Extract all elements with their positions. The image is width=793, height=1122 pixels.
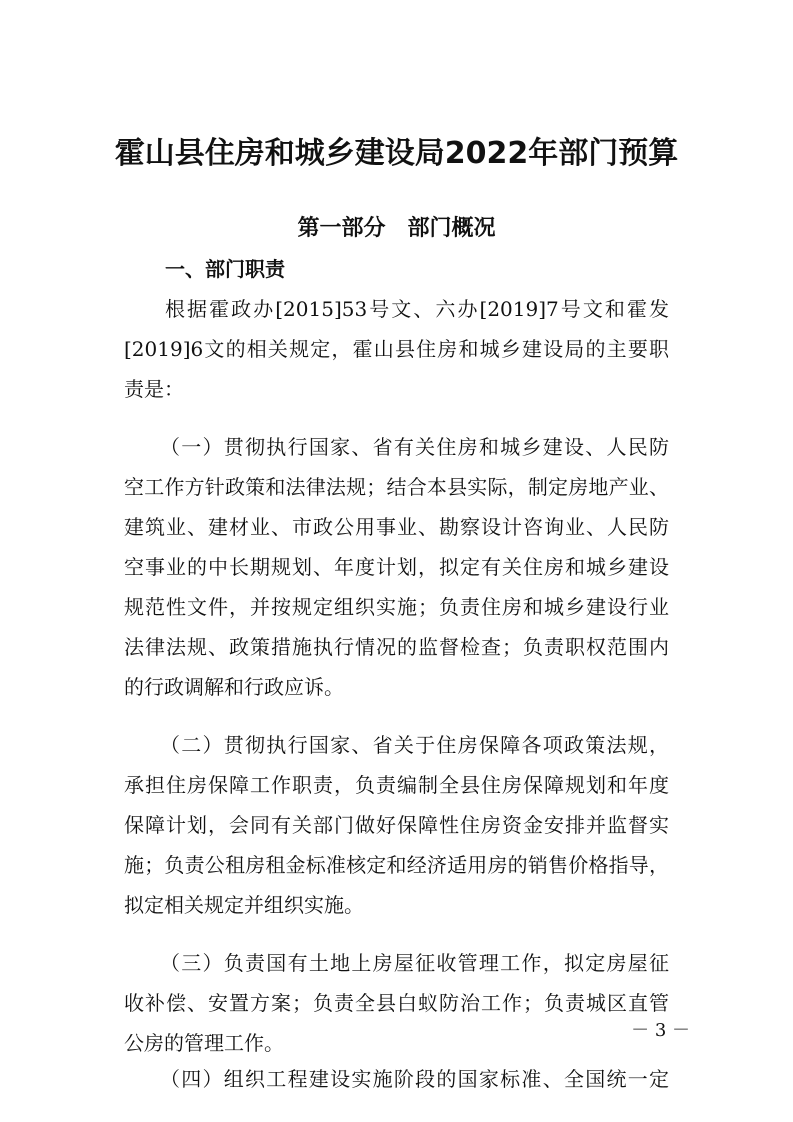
paragraph-line: 法律法规、政策措施执行情况的监督检查；负责职权范围内: [124, 635, 669, 659]
page-number: － 3 －: [631, 1020, 690, 1041]
part-title: 第一部分 部门概况: [297, 216, 496, 241]
paragraph-line: （三）负责国有土地上房屋征收管理工作，拟定房屋征: [160, 951, 669, 975]
paragraph-line: 施；负责公租房租金标准核定和经济适用房的销售价格指导，: [124, 853, 669, 877]
paragraph-line: （四）组织工程建设实施阶段的国家标准、全国统一定: [160, 1067, 669, 1091]
paragraph-line: 收补偿、安置方案；负责全县白蚁防治工作；负责城区直管: [124, 991, 669, 1015]
paragraph-line: 保障计划，会同有关部门做好保障性住房资金安排并监督实: [124, 813, 669, 837]
paragraph-line: 的行政调解和行政应诉。: [124, 675, 344, 699]
paragraph-line: 空工作方针政策和法律法规；结合本县实际，制定房地产业、: [124, 475, 669, 499]
paragraph-line: 公房的管理工作。: [124, 1031, 284, 1055]
paragraph-line: （二）贯彻执行国家、省关于住房保障各项政策法规，: [160, 733, 669, 757]
paragraph-line: [2019]6文的相关规定，霍山县住房和城乡建设局的主要职: [124, 337, 669, 361]
paragraph-line: （一）贯彻执行国家、省有关住房和城乡建设、人民防: [160, 435, 669, 459]
paragraph-line: 空事业的中长期规划、年度计划，拟定有关住房和城乡建设: [124, 555, 669, 579]
paragraph-line: 建筑业、建材业、市政公用事业、勘察设计咨询业、人民防: [124, 515, 669, 539]
paragraph-line: 承担住房保障工作职责，负责编制全县住房保障规划和年度: [124, 773, 669, 797]
paragraph-line: 根据霍政办[2015]53号文、六办[2019]7号文和霍发: [165, 297, 669, 321]
paragraph-line: 规范性文件，并按规定组织实施；负责住房和城乡建设行业: [124, 595, 669, 619]
paragraph-line: 责是：: [124, 377, 184, 401]
document-title: 霍山县住房和城乡建设局2022年部门预算: [114, 136, 679, 171]
paragraph-line: 拟定相关规定并组织实施。: [124, 893, 364, 917]
section-title: 一、部门职责: [165, 257, 285, 281]
